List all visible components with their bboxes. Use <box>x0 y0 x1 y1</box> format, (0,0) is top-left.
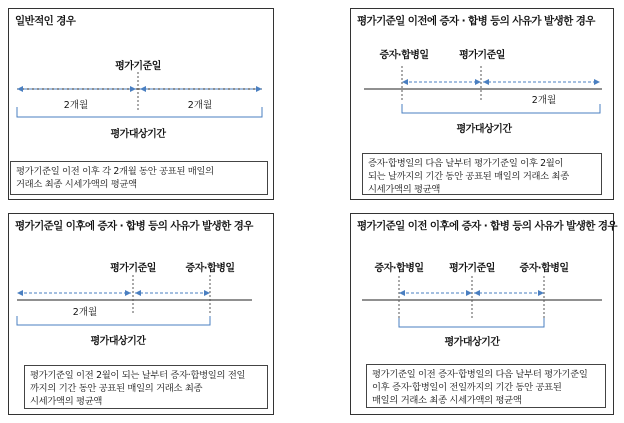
note-box: 평가기준일 이전 2월이 되는 날부터 증자·합병일의 전일 까지의 기간 동안 공표된 매일의 거래소 최종 시세가액의 평균액 <box>24 365 268 409</box>
panel-title: 평가기준일 이전에 증자 · 합병 등의 사유가 발생한 경우 <box>357 15 595 27</box>
segment-label: 2개월 <box>63 100 89 111</box>
panel-title: 평가기준일 이후에 증자 · 합병 등의 사유가 발생한 경우 <box>15 220 253 232</box>
range-label: 평가대상기간 <box>444 337 500 348</box>
panel-title: 일반적인 경우 <box>15 15 76 27</box>
range-label: 평가대상기간 <box>456 124 512 135</box>
range-label: 평가대상기간 <box>90 336 146 347</box>
label-merger-date: 증자·합병일 <box>379 50 429 61</box>
segment-label: 2개월 <box>531 95 557 106</box>
segment-label: 2개월 <box>72 307 98 318</box>
label-merger-date: 증자·합병일 <box>374 263 424 274</box>
note-box: 평가기준일 이전 이후 각 2개월 동안 공표된 매일의 거래소 최종 시세가액의 평균액 <box>10 161 268 195</box>
label-valuation-date: 평가기준일 <box>459 50 505 61</box>
note-box: 증자·합병일의 다음 날부터 평가기준일 이후 2월이 되는 날까지의 기간 동안 공표된 매일의 거래소 최종 시세가액의 평균액 <box>362 153 602 195</box>
label-valuation-date: 평가기준일 <box>110 263 156 274</box>
label-valuation-date: 평가기준일 <box>115 61 161 72</box>
label-merger-date: 증자·합병일 <box>185 263 235 274</box>
segment-label: 2개월 <box>187 100 213 111</box>
note-box: 평가기준일 이전 증자·합병일의 다음 날부터 평가기준일 이후 증자·합병일이 전일까지의 기간 동안 공표된 매일의 거래소 최종 시세가액의 평균액 <box>366 364 606 408</box>
label-merger-date: 증자·합병일 <box>519 263 569 274</box>
label-valuation-date: 평가기준일 <box>449 263 495 274</box>
panel-title: 평가기준일 이전 이후에 증자 · 합병 등의 사유가 발생한 경우 <box>357 220 617 232</box>
range-label: 평가대상기간 <box>110 129 166 140</box>
